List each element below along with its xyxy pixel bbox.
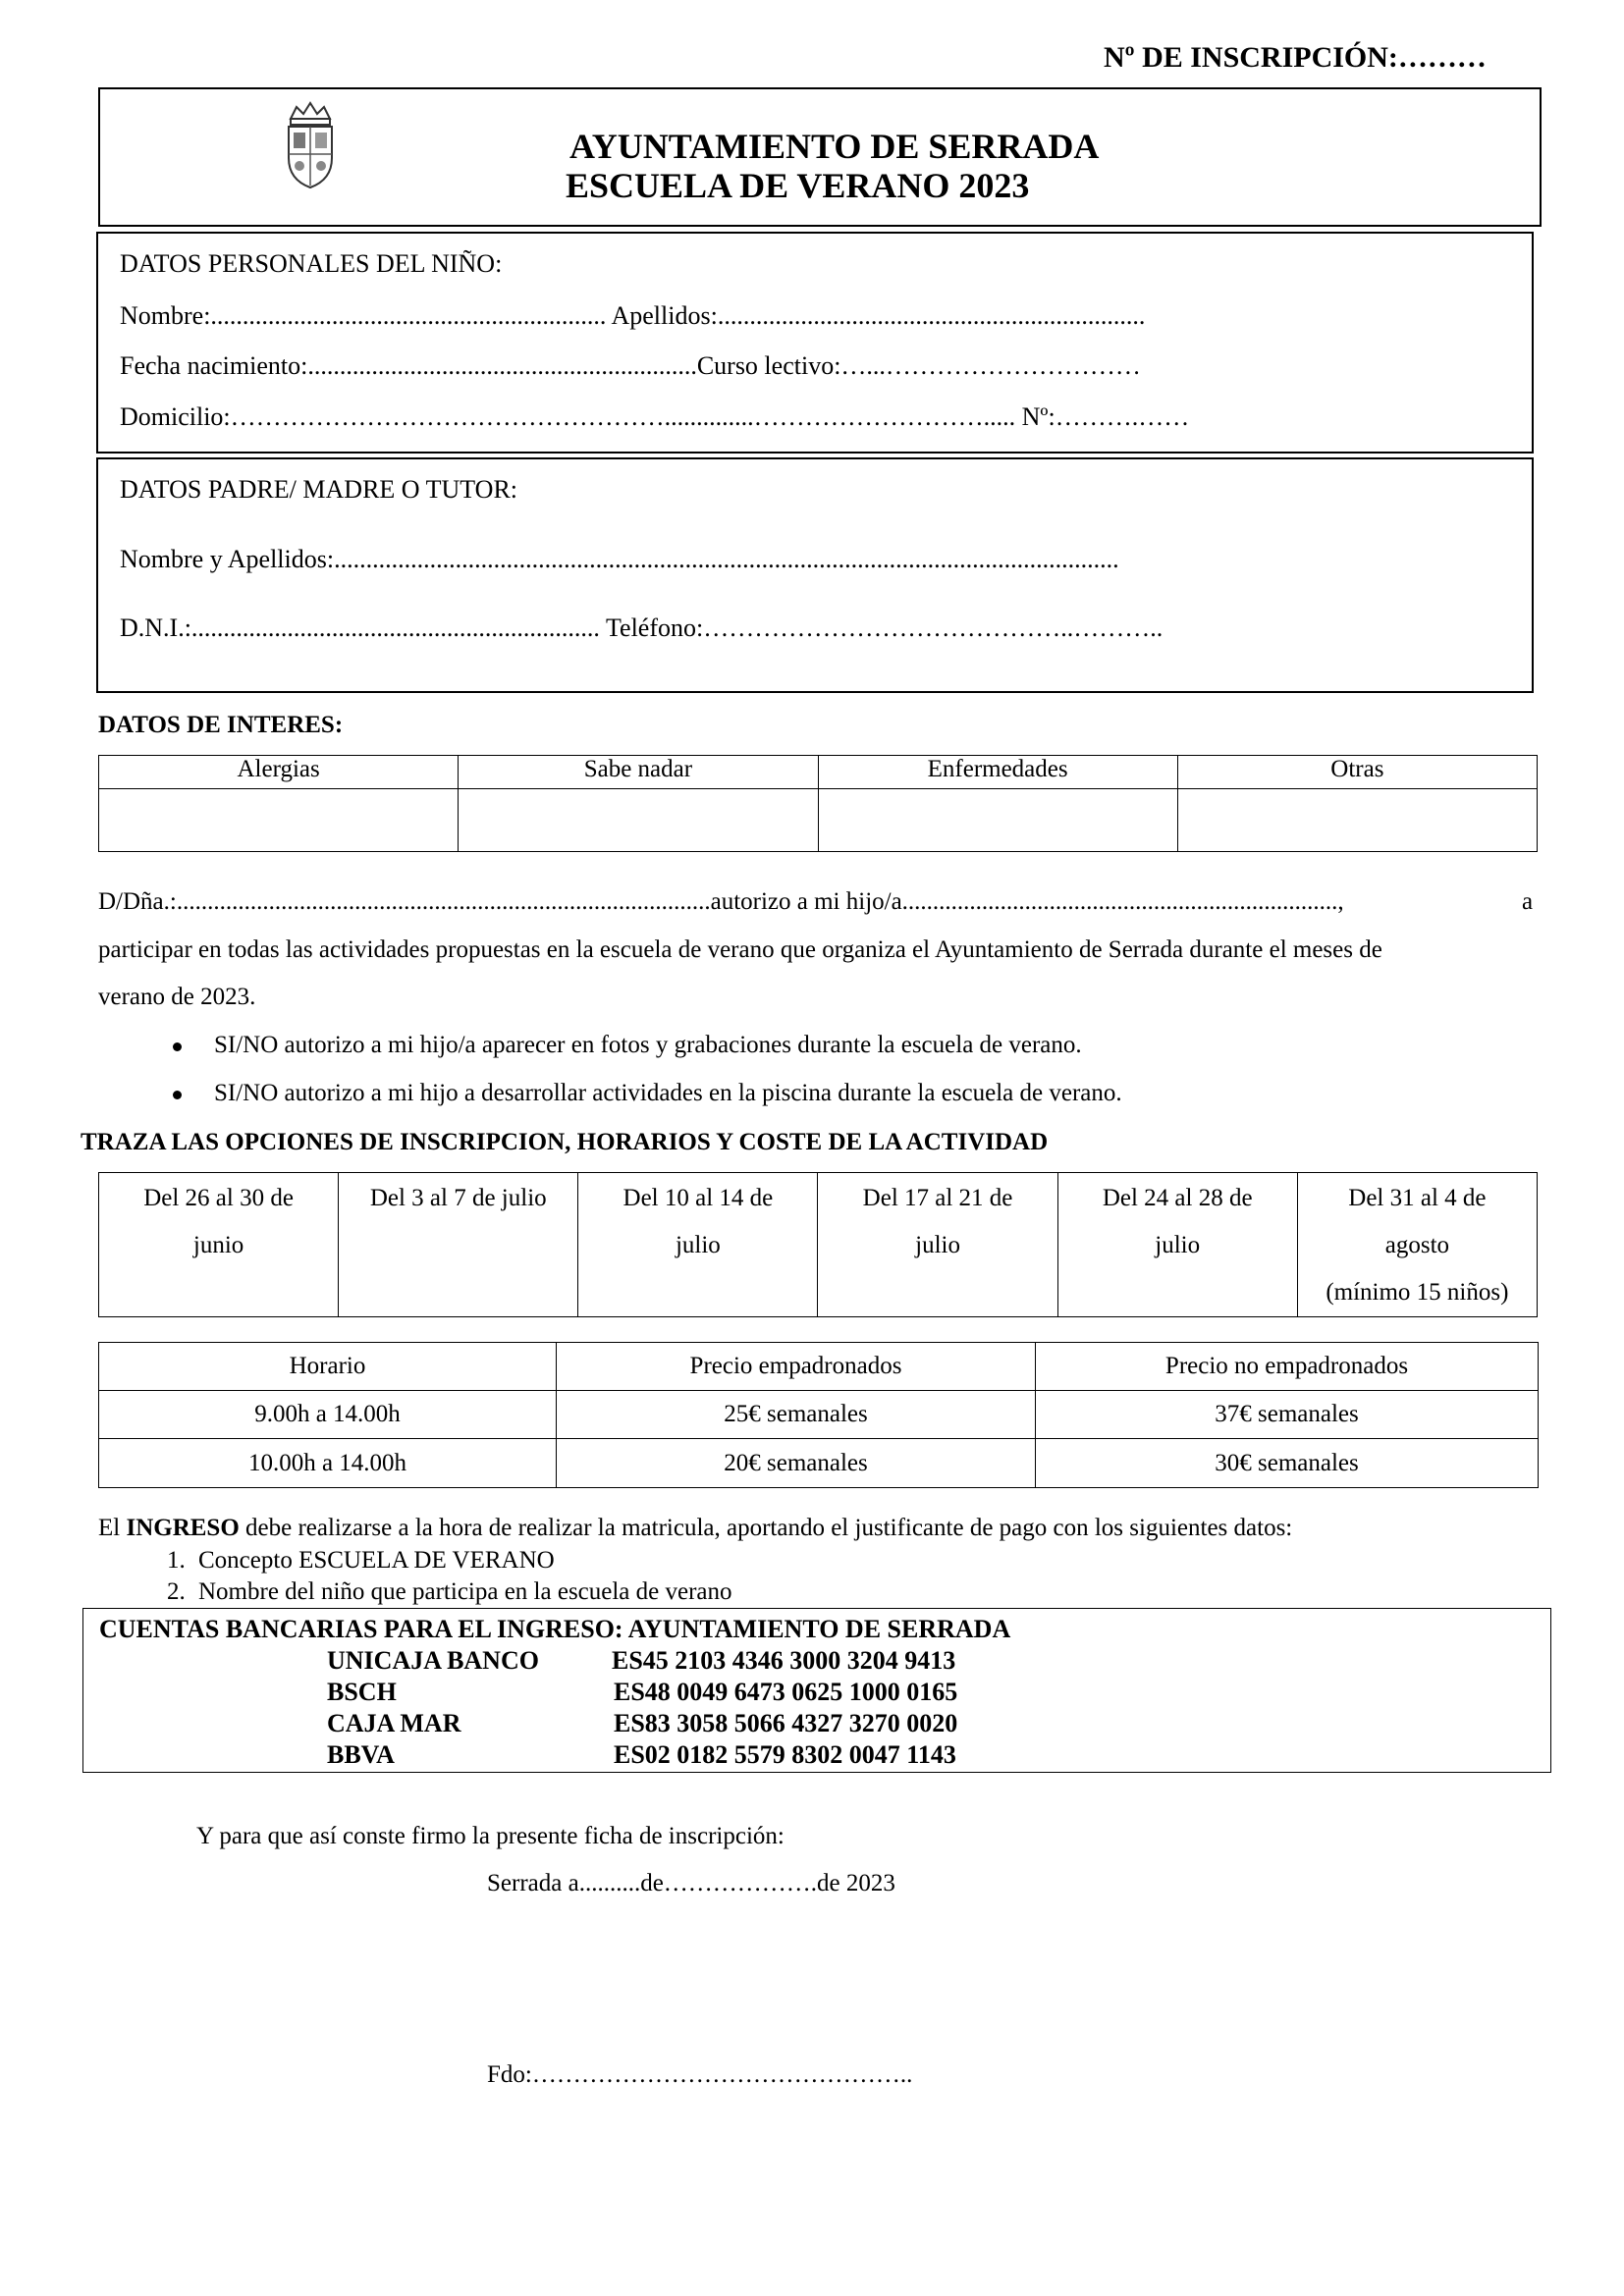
inscription-number-label: Nº DE INSCRIPCIÓN:……… xyxy=(1104,41,1487,74)
week-option-4[interactable]: Del 17 al 21 de julio xyxy=(818,1173,1057,1317)
week-option-6[interactable]: Del 31 al 4 de agosto (mínimo 15 niños) xyxy=(1297,1173,1537,1317)
child-address-line: Domicilio:……………………………………………..............………………………..... Nº:……….…… xyxy=(120,402,1190,431)
authorization-bullet: SI/NO autorizo a mi hijo a desarrollar actividades en la piscina durante la escuela de verano. xyxy=(214,1079,1122,1108)
header-title-line1: AYUNTAMIENTO DE SERRADA xyxy=(569,127,1100,166)
interest-col-illness: Enfermedades xyxy=(818,756,1177,789)
parent-data-box xyxy=(96,457,1534,693)
price-row-2-schedule[interactable]: 10.00h a 14.00h xyxy=(99,1439,557,1488)
bank-iban[interactable]: ES02 0182 5579 8302 0047 1143 xyxy=(614,1740,956,1769)
price-row-1-registered[interactable]: 25€ semanales xyxy=(557,1391,1036,1439)
interest-allergies-input[interactable] xyxy=(99,789,459,852)
bank-name: UNICAJA BANCO xyxy=(327,1646,539,1675)
payment-item-2: Nombre del niño que participa en la escuela de verano xyxy=(198,1578,732,1605)
bank-iban[interactable]: ES48 0049 6473 0625 1000 0165 xyxy=(614,1678,958,1706)
week-option-3[interactable]: Del 10 al 14 de julio xyxy=(578,1173,818,1317)
authorization-line2: participar en todas las actividades propuestas en la escuela de verano que organiza el Ayuntamiento de Serrada durante el meses de xyxy=(98,936,1382,963)
coat-of-arms-icon xyxy=(283,97,338,191)
child-data-box xyxy=(96,232,1534,454)
interest-illness-input[interactable] xyxy=(818,789,1177,852)
payment-intro: El INGRESO debe realizarse a la hora de realizar la matricula, aportando el justificante de pago con los siguientes datos: xyxy=(98,1515,1293,1541)
signature-place-date[interactable]: Serrada a..........de……………….de 2023 xyxy=(487,1870,895,1896)
price-row-2-registered[interactable]: 20€ semanales xyxy=(557,1439,1036,1488)
week-option-2[interactable]: Del 3 al 7 de julio xyxy=(339,1173,578,1317)
interest-swim-input[interactable] xyxy=(459,789,818,852)
bank-accounts-box xyxy=(82,1608,1551,1773)
interest-col-swim: Sabe nadar xyxy=(459,756,818,789)
signature-fdo[interactable]: Fdo:……………………………………….. xyxy=(487,2061,913,2088)
bank-accounts-heading: CUENTAS BANCARIAS PARA EL INGRESO: AYUNTAMIENTO DE SERRADA xyxy=(99,1615,1011,1643)
signature-statement: Y para que así conste firmo la presente ficha de inscripción: xyxy=(196,1823,785,1849)
authorization-line1: D/Dña.:.......................................................................................autorizo a mi hijo/a......................................................................., xyxy=(98,888,1344,915)
child-name-line: Nombre:.............................................................. Apellidos:................................................................... xyxy=(120,301,1146,330)
payment-item-2-number: 2. xyxy=(167,1578,186,1605)
prices-header-unregistered: Precio no empadronados xyxy=(1036,1343,1539,1391)
parent-name-line: Nombre y Apellidos:........................................................................................................................... xyxy=(120,545,1119,573)
week-option-5[interactable]: Del 24 al 28 de julio xyxy=(1057,1173,1297,1317)
header-box xyxy=(98,87,1542,227)
authorization-line3: verano de 2023. xyxy=(98,984,256,1010)
bullet-icon xyxy=(173,1091,182,1099)
weeks-table xyxy=(98,1172,1538,1317)
bank-iban[interactable]: ES83 3058 5066 4327 3270 0020 xyxy=(614,1709,958,1737)
options-heading: TRAZA LAS OPCIONES DE INSCRIPCION, HORARIOS Y COSTE DE LA ACTIVIDAD xyxy=(81,1129,1049,1155)
bank-name: CAJA MAR xyxy=(327,1709,461,1737)
authorization-bullets xyxy=(214,1031,1122,1108)
header-title-line2: ESCUELA DE VERANO 2023 xyxy=(566,166,1030,205)
child-section-heading: DATOS PERSONALES DEL NIÑO: xyxy=(120,249,503,278)
parent-id-phone-line: D.N.I.:................................................................ Teléfono:……………………………………..……….. xyxy=(120,614,1164,642)
interest-col-allergies: Alergias xyxy=(99,756,459,789)
parent-section-heading: DATOS PADRE/ MADRE O TUTOR: xyxy=(120,475,518,504)
bank-name: BSCH xyxy=(327,1678,397,1706)
payment-item-1: Concepto ESCUELA DE VERANO xyxy=(198,1547,555,1574)
prices-table xyxy=(98,1342,1539,1488)
interest-other-input[interactable] xyxy=(1177,789,1537,852)
payment-item-1-number: 1. xyxy=(167,1547,186,1574)
interest-heading: DATOS DE INTERES: xyxy=(98,712,344,738)
week-option-1[interactable]: Del 26 al 30 de junio xyxy=(99,1173,339,1317)
authorization-line1-end: a xyxy=(1522,888,1534,915)
bank-iban[interactable]: ES45 2103 4346 3000 3204 9413 xyxy=(612,1646,956,1675)
interest-col-other: Otras xyxy=(1177,756,1537,789)
price-row-1-unregistered[interactable]: 37€ semanales xyxy=(1036,1391,1539,1439)
interest-table xyxy=(98,755,1538,852)
child-birth-line: Fecha nacimiento:.............................................................Curso lectivo:…...………………………… xyxy=(120,351,1141,380)
bank-name: BBVA xyxy=(327,1740,395,1769)
prices-header-schedule: Horario xyxy=(99,1343,557,1391)
price-row-1-schedule[interactable]: 9.00h a 14.00h xyxy=(99,1391,557,1439)
bullet-icon xyxy=(173,1042,182,1051)
prices-header-registered: Precio empadronados xyxy=(557,1343,1036,1391)
authorization-bullet: SI/NO autorizo a mi hijo/a aparecer en fotos y grabaciones durante la escuela de verano. xyxy=(214,1031,1122,1060)
price-row-2-unregistered[interactable]: 30€ semanales xyxy=(1036,1439,1539,1488)
